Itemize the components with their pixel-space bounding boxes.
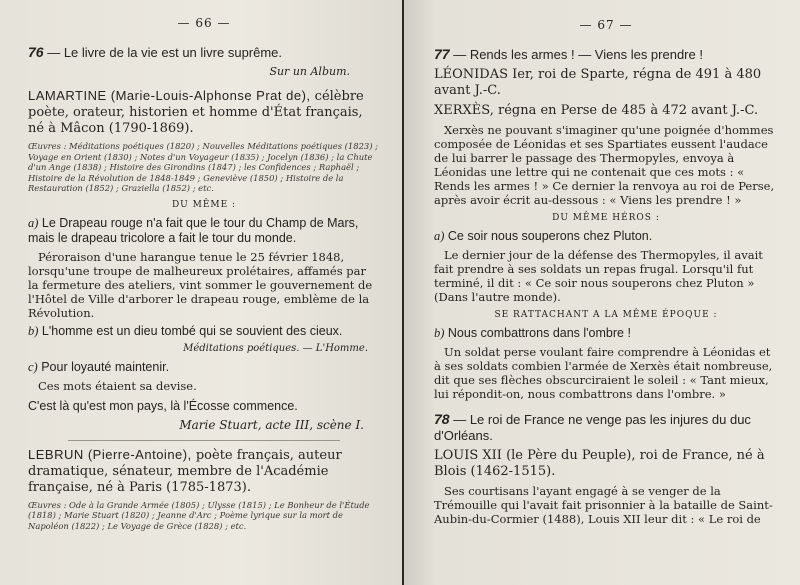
divider — [68, 440, 340, 441]
author-description: célèbre poète, orateur, historien et homme d'État français, né à Mâcon (1790-1869). — [28, 89, 364, 136]
entry-76-heading — [28, 44, 380, 61]
entry-78-body: Ses courtisans l'ayant engagé à se venger de la Trémouille qui l'avait fait prisonnier à la bataille de Saint-Aubin-du-Cormier (1488), Louis XII leur dit : « Le roi de — [434, 484, 773, 526]
entry-title: — Le roi de France ne venge pas les injures du duc d'Orléans. — [434, 412, 751, 443]
author-xerxes: XERXÈS, régna en Perse de 485 à 472 avant J.-C. — [434, 103, 759, 118]
quote-b — [434, 326, 778, 341]
section-du-meme-heros: DU MÊME HÉROS : — [552, 213, 660, 223]
stuart-source: Marie Stuart, acte III, scène I. — [179, 417, 364, 432]
works-list: Œuvres : Ode à la Grande Armée (1805) ; Ulysse (1815) ; Le Bonheur de l'Étude (1818) ; Marie Stuart (1820) ; Jeanne d'Arc ; Poème lyrique sur la mort de Napoléon (1822) ; Le Voyage de Grèce (1828) ; etc. — [28, 499, 370, 531]
quote-a — [434, 229, 778, 244]
right-page — [404, 0, 800, 585]
stuart-quote: C'est là qu'est mon pays, là l'Écosse commence. — [28, 398, 298, 413]
quote-a — [28, 216, 380, 246]
quote-b-explanation: Un soldat perse voulant faire comprendre à Léonidas et à ses soldats combien l'armée de Xerxès était nombreuse, dit que ses flèches obscurciraient le soleil : « Tant mieux, lui répondit-on, nous combattrons dans l'ombre. » — [434, 345, 773, 401]
quote-text: Le Drapeau rouge n'a fait que le tour du Champ de Mars, mais le drapeau tricolore a fait le tour du monde. — [28, 215, 359, 245]
works-list: Œuvres : Méditations poétiques (1820) ; Nouvelles Méditations poétiques (1823) ; Voyage en Orient (1830) ; Notes d'un Voyageur (1835) ; Jocelyn (1836) ; la Chute d'un Ange (1838) ; Histoire des Girondins (1847) ; les Confidences ; Raphaël ; Histoire de la Révolution de 1848-1849 ; Geneviève (1850) ; Histoire de la Restauration (1852) ; Graziella (1852) ; etc. — [28, 141, 378, 193]
author-description: poète français, auteur dramatique, sénateur, membre de l'Académie française, né à Paris (1785-1873). — [28, 447, 342, 495]
quote-text: L'homme est un dieu tombé qui se souvient des cieux. — [41, 323, 343, 338]
author-lamartine — [28, 88, 380, 137]
entry-number: 77 — [434, 46, 450, 62]
entry-78-heading — [434, 411, 778, 444]
quote-text: Ce soir nous souperons chez Pluton. — [447, 229, 653, 243]
author-name: LEBRUN (Pierre-Antoine), — [28, 446, 192, 462]
quote-c-explanation: Ces mots étaient sa devise. — [38, 378, 197, 393]
author-louis-xii: LOUIS XII (le Père du Peuple), roi de France, né à Blois (1462-1515). — [434, 448, 765, 479]
entry-source: Sur un Album. — [269, 65, 350, 78]
quote-c — [28, 360, 380, 375]
quote-letter: b) — [28, 323, 39, 338]
quote-letter: b) — [434, 326, 445, 340]
quote-b — [28, 324, 380, 339]
entry-title: — Le livre de la vie est un livre suprême. — [47, 45, 283, 60]
page-number: — 66 — — [177, 16, 231, 30]
section-du-meme: DU MÊME : — [171, 199, 237, 210]
page-number: — 67 — — [579, 18, 633, 32]
entry-number: 78 — [434, 411, 450, 427]
entry-number: 76 — [28, 44, 44, 60]
author-name: LAMARTINE (Marie-Louis-Alphonse Prat de), — [28, 88, 311, 103]
entry-title: — Rends les armes ! — Viens les prendre ! — [453, 47, 703, 62]
quote-letter: a) — [434, 229, 445, 243]
author-lebrun — [28, 447, 380, 496]
quote-letter: c) — [28, 359, 38, 374]
quote-text: Pour loyauté maintenir. — [41, 359, 170, 374]
quote-text: Nous combattrons dans l'ombre ! — [447, 326, 631, 340]
entry-77-body: Xerxès ne pouvant s'imaginer qu'une poignée d'hommes composée de Léonidas et ses Spartiates eussent l'audace de lui barrer le passage des Thermopyles, envoya à Léonidas une lettre qui ne contenait que ces mots : « Rends les armes ! » Ce dernier la renvoya au roi de Perse, après avoir écrit au-dessous : « Viens les prendre ! » — [434, 123, 775, 207]
quote-a-explanation: Le dernier jour de la défense des Thermopyles, il avait fait prendre à ses soldats un repas frugal. Lorsqu'il fut terminé, il dit : « Ce soir nous souperons chez Pluton » (Dans l'autre monde). — [434, 248, 763, 304]
quote-b-source: Méditations poétiques. — L'Homme. — [183, 342, 368, 354]
section-same-epoch: SE RATTACHANT A LA MÊME ÉPOQUE : — [494, 310, 718, 320]
entry-77-heading — [434, 46, 778, 63]
quote-a-explanation: Péroraison d'une harangue tenue le 25 février 1848, lorsqu'une troupe de malheureux prolétaires, affamés par la fermeture des ateliers, vint sommer le gouvernement de l'Hôtel de Ville d'arborer le drapeau rouge, emblème de la Révolution. — [28, 249, 373, 320]
quote-letter: a) — [28, 215, 39, 230]
author-leonidas: LÉONIDAS Ier, roi de Sparte, régna de 491 à 480 avant J.-C. — [434, 67, 762, 98]
